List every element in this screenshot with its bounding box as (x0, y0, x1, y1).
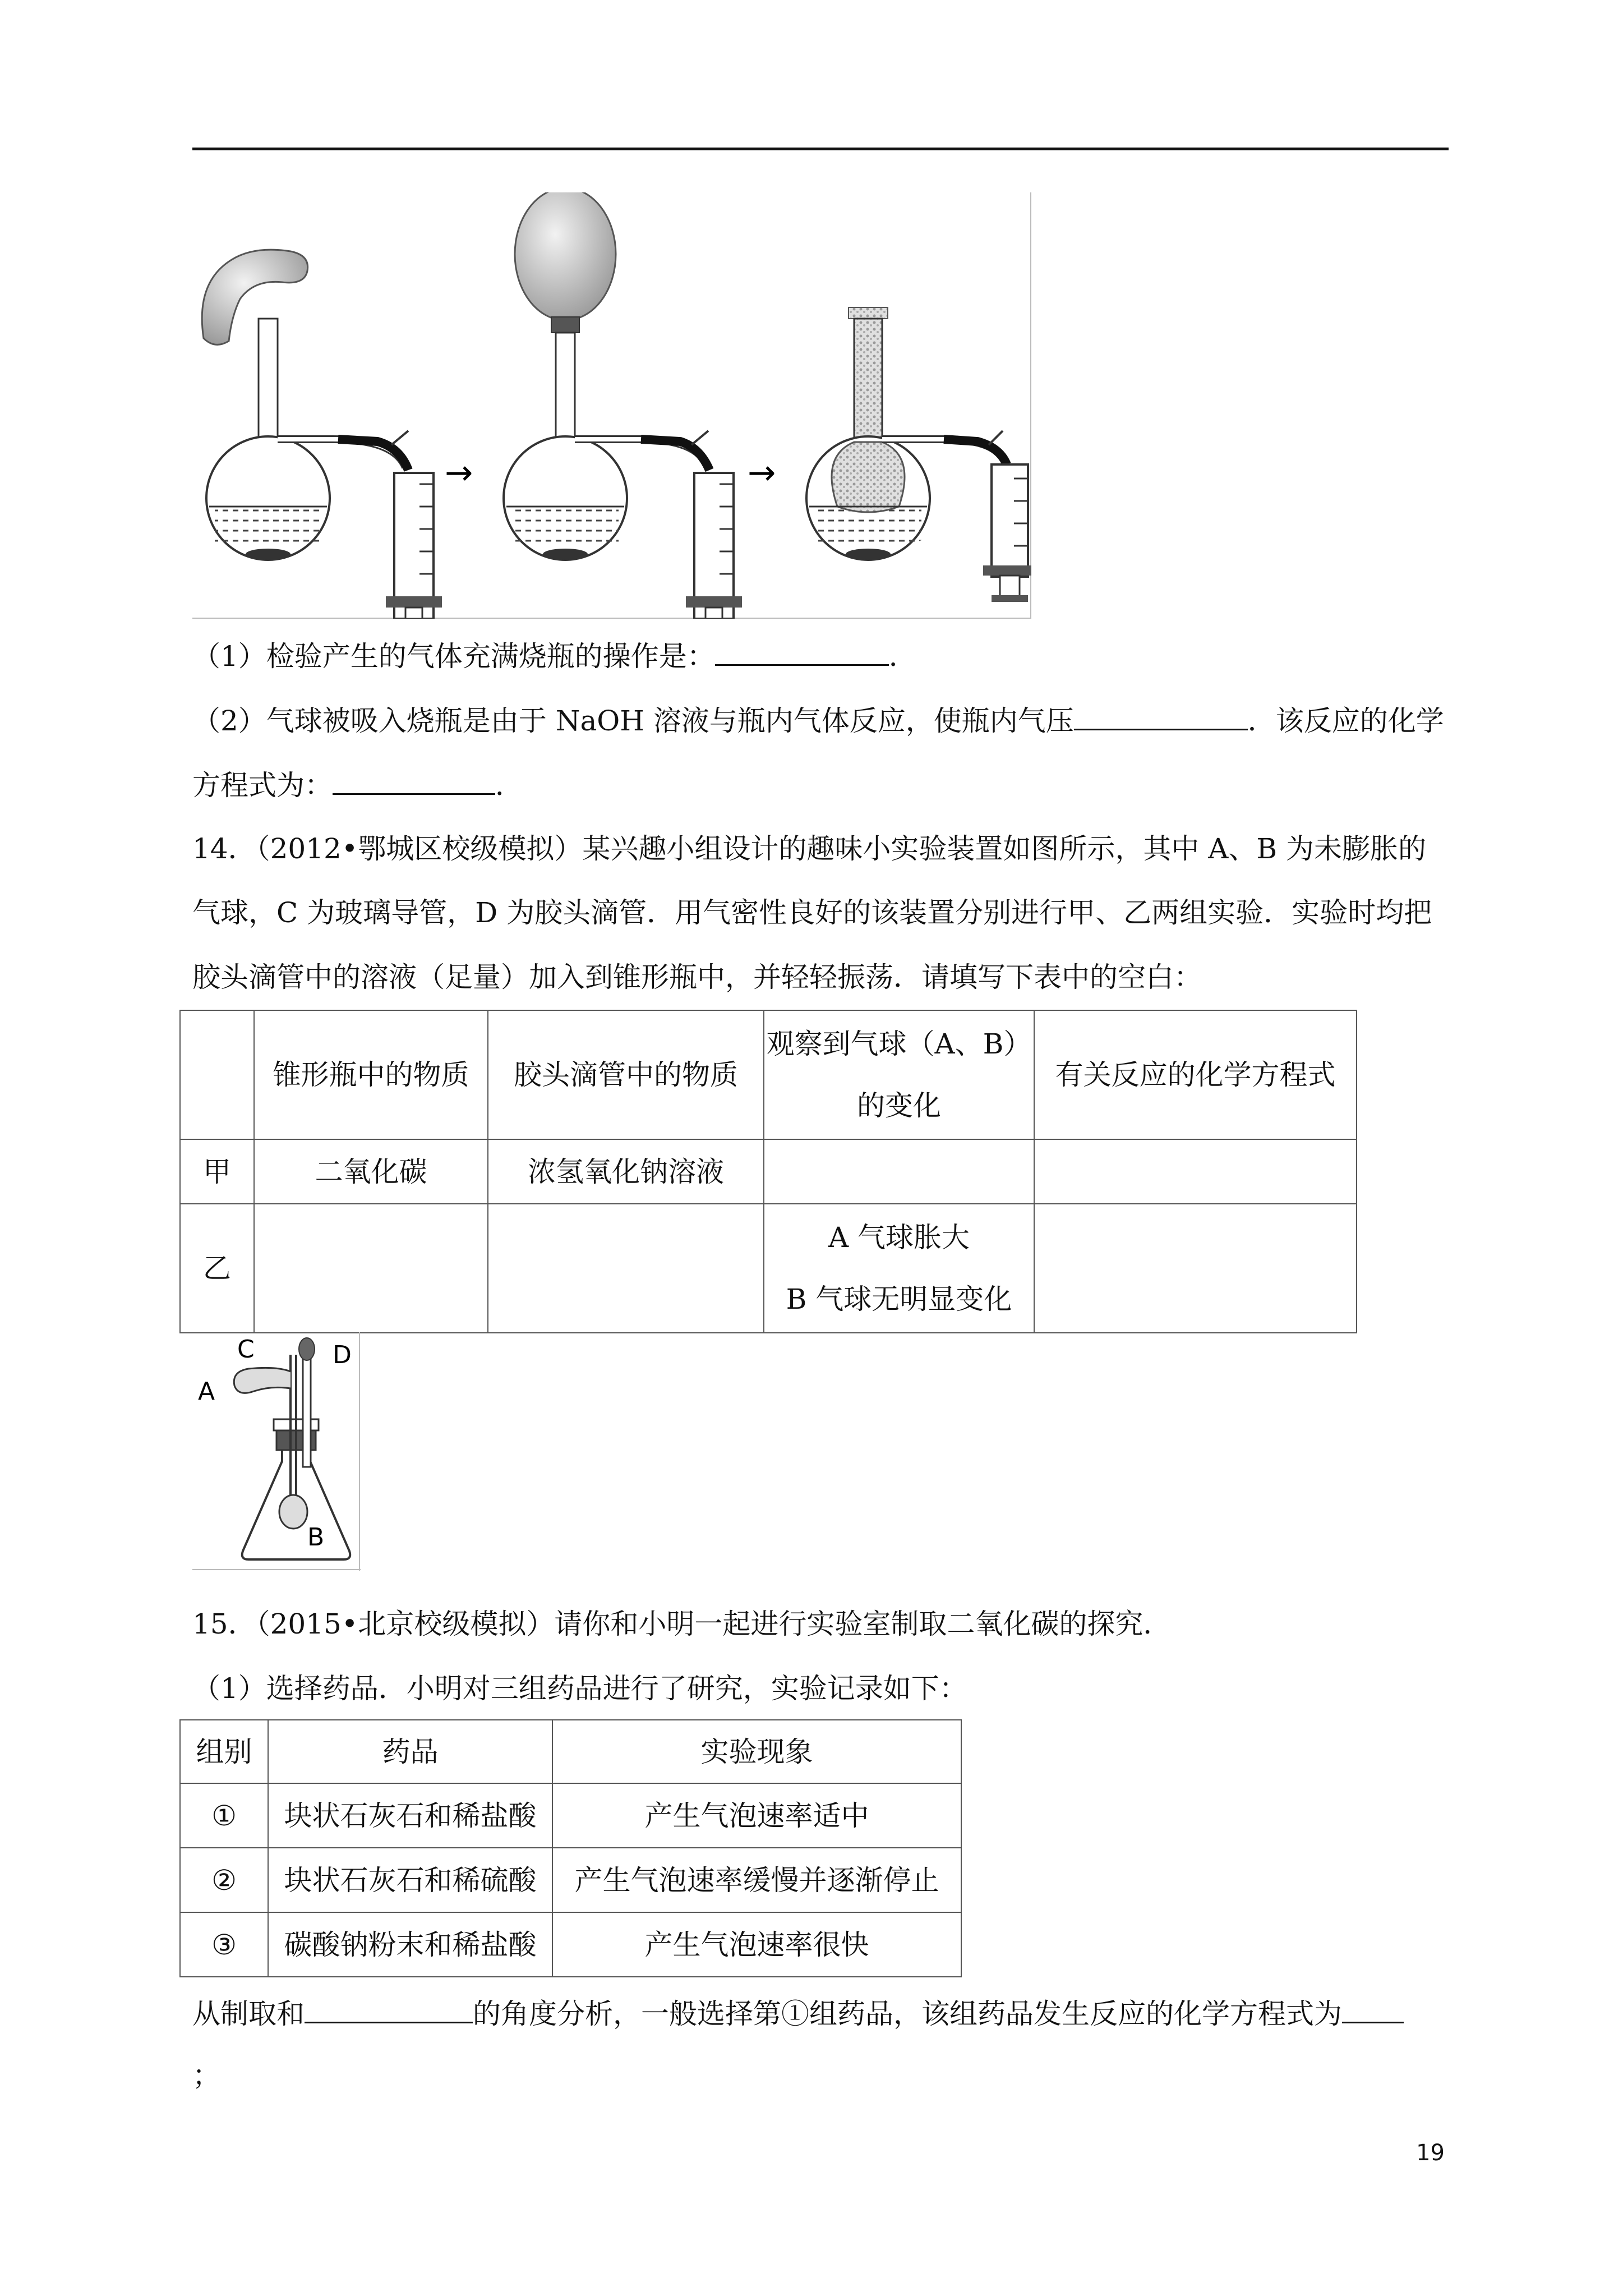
answer-blank[interactable] (305, 1995, 473, 2023)
flask-3 (806, 307, 1031, 602)
answer-cell[interactable] (1034, 1204, 1357, 1333)
q13-part2: （2）气球被吸入烧瓶是由于 NaOH 溶液与瓶内气体反应，使瓶内气压 ．该反应的化学 (192, 701, 1444, 740)
answer-blank[interactable] (333, 766, 495, 795)
table-header: 有关反应的化学方程式 (1034, 1010, 1357, 1139)
table-header: 锥形瓶中的物质 (254, 1010, 488, 1139)
table-header: 实验现象 (552, 1720, 961, 1783)
q14-table (179, 1010, 1357, 1333)
page-number: 19 (1416, 2140, 1445, 2166)
arrow-icon: → (748, 453, 776, 493)
table-cell: 二氧化碳 (254, 1139, 488, 1204)
apparatus-figure (192, 192, 1031, 619)
label-B: B (307, 1523, 325, 1552)
header-rule (192, 148, 1449, 150)
table-header: 胶头滴管中的物质 (488, 1010, 764, 1139)
table-cell: 产生气泡速率很快 (552, 1912, 961, 1977)
answer-cell[interactable] (764, 1139, 1034, 1204)
label-D: D (333, 1341, 352, 1369)
table-cell: ② (180, 1848, 268, 1912)
answer-blank[interactable] (715, 637, 889, 666)
table-cell: 浓氢氧化钠溶液 (488, 1139, 764, 1204)
q15-line1: 15．（2015•北京校级模拟）请你和小明一起进行实验室制取二氧化碳的探究． (192, 1608, 1172, 1640)
table-header: 药品 (268, 1720, 552, 1783)
q15-line2: （1）选择药品．小明对三组药品进行了研究，实验记录如下： (192, 1672, 967, 1705)
flask-2 (504, 192, 742, 619)
table-cell: 产生气泡速率适中 (552, 1783, 961, 1848)
label-C: C (237, 1335, 255, 1364)
q14-line3: 胶头滴管中的溶液（足量）加入到锥形瓶中，并轻轻振荡．请填写下表中的空白： (192, 961, 1202, 993)
table-cell: ③ (180, 1912, 268, 1977)
table-cell: 乙 (180, 1204, 254, 1333)
q14-line2: 气球，C 为玻璃导管，D 为胶头滴管．用气密性良好的该装置分别进行甲、乙两组实验．实验时均把 (192, 896, 1432, 929)
q13-part3: 方程式为： ． (192, 766, 523, 805)
label-A: A (198, 1377, 215, 1406)
flask-1 (202, 250, 442, 619)
answer-cell[interactable] (254, 1204, 488, 1333)
table-header: 组别 (180, 1720, 268, 1783)
conical-flask-figure (192, 1332, 361, 1571)
arrow-icon: → (445, 453, 473, 493)
table-cell: 产生气泡速率缓慢并逐渐停止 (552, 1848, 961, 1912)
q15-line4: ； (192, 2059, 220, 2092)
table-header: 观察到气球（A、B） 的变化 (764, 1010, 1034, 1139)
answer-cell[interactable] (488, 1204, 764, 1333)
q14-line1: 14．（2012•鄂城区校级模拟）某兴趣小组设计的趣味小实验装置如图所示，其中 A、B 为未膨胀的 (192, 832, 1426, 865)
q15-line3: 从制取和 的角度分析，一般选择第①组药品，该组药品发生反应的化学方程式为 (192, 1994, 1404, 2033)
answer-blank[interactable] (1074, 702, 1248, 730)
table-cell: ① (180, 1783, 268, 1848)
answer-blank[interactable] (1342, 1995, 1404, 2023)
table-cell: 碳酸钠粉末和稀盐酸 (268, 1912, 552, 1977)
q13-part1: （1）检验产生的气体充满烧瓶的操作是： ． (192, 637, 917, 676)
table-cell: 块状石灰石和稀硫酸 (268, 1848, 552, 1912)
table-cell: A 气球胀大 B 气球无明显变化 (764, 1204, 1034, 1333)
answer-cell[interactable] (1034, 1139, 1357, 1204)
table-cell: 甲 (180, 1139, 254, 1204)
q15-table (179, 1719, 962, 1977)
table-header-blank (180, 1010, 254, 1139)
table-cell: 块状石灰石和稀盐酸 (268, 1783, 552, 1848)
